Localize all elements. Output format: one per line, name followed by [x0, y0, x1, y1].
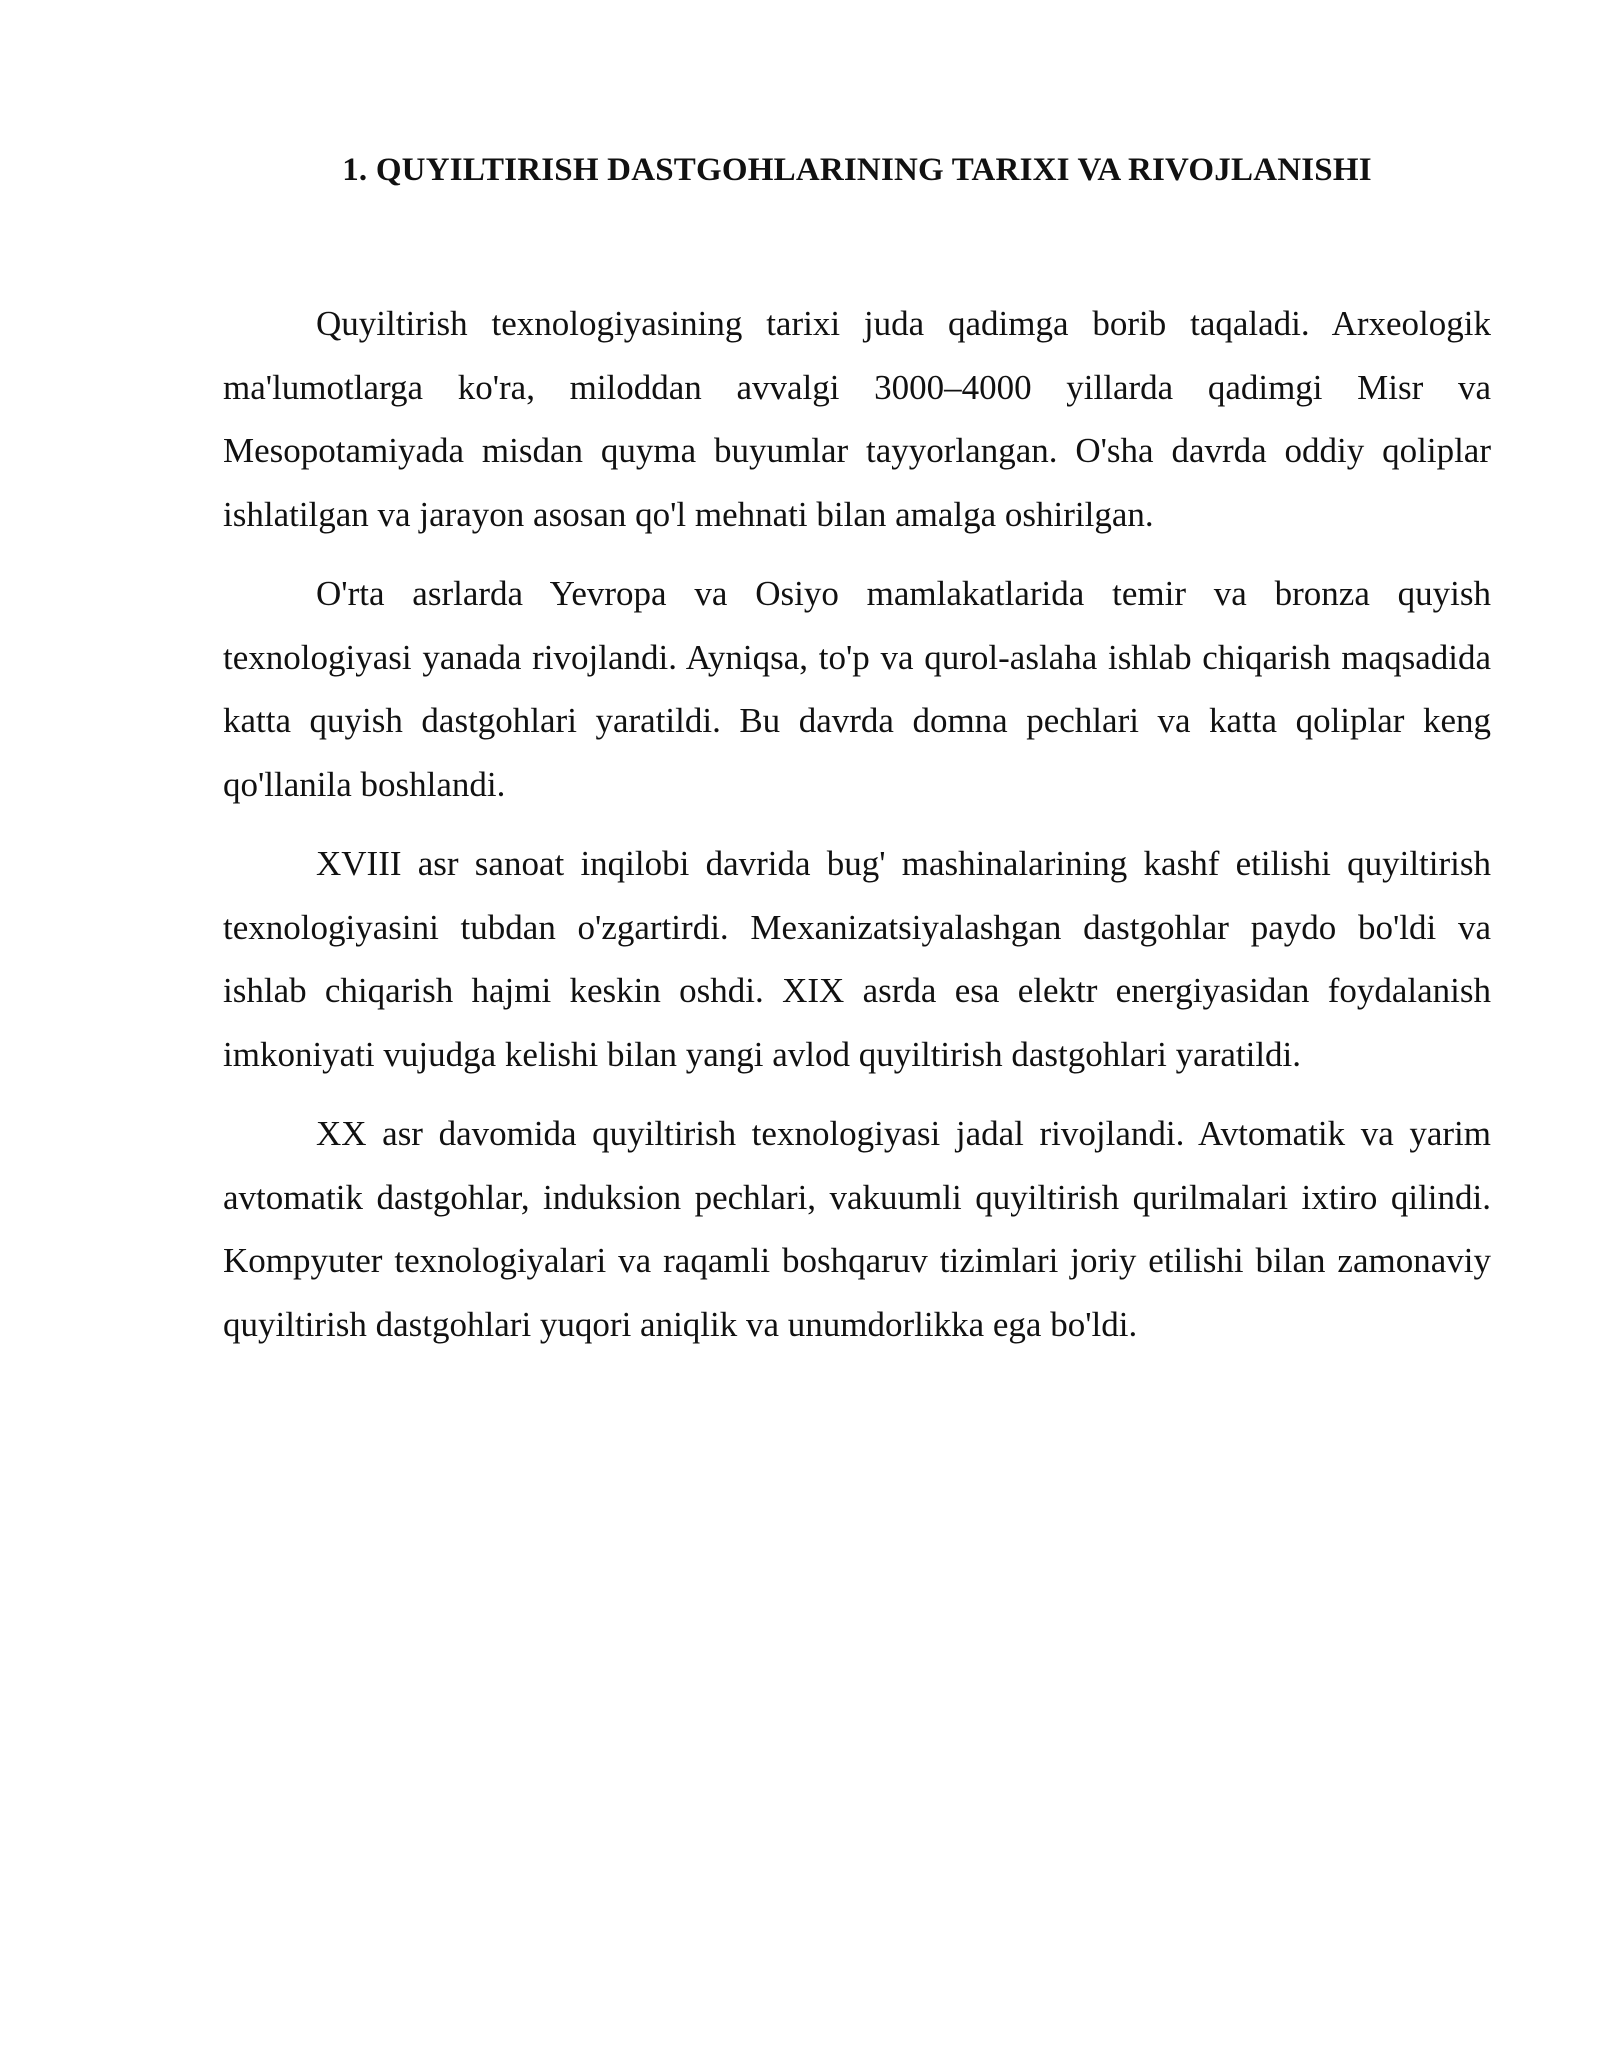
page-title: 1. QUYILTIRISH DASTGOHLARINING TARIXI VA RIVOJLANISHI: [342, 152, 1372, 188]
paragraph-ancient-history: Quyiltirish texnologiyasining tarixi juda qadimga borib taqaladi. Arxeologik ma'lumotlarga ko'ra, miloddan avvalgi 3000–4000 yillarda qadimgi Misr va Mesopotamiyada misdan quyma buyumlar tayyorlangan. O'sha davrda oddiy qoliplar ishlatilgan va jarayon asosan qo'l mehnati bilan amalga oshirilgan.: [223, 304, 1491, 534]
paragraph-industrial-revolution: XVIII asr sanoat inqilobi davrida bug' mashinalarining kashf etilishi quyiltirish texnologiyasini tubdan o'zgartirdi. Mexanizatsiyalashgan dastgohlar paydo bo'ldi va ishlab chiqarish hajmi keskin oshdi. XIX asrda esa elektr energiyasidan foydalanish imkoniyati vujudga kelishi bilan yangi avlod quyiltirish dastgohlari yaratildi.: [223, 844, 1491, 1074]
document-body: [223, 148, 1491, 1372]
paragraph-twentieth-century: XX asr davomida quyiltirish texnologiyasi jadal rivojlandi. Avtomatik va yarim avtomatik dastgohlar, induksion pechlari, vakuumli quyiltirish qurilmalari ixtiro qilindi. Kompyuter texnologiyalari va raqamli boshqaruv tizimlari joriy etilishi bilan zamonaviy quyiltirish dastgohlari yuqori aniqlik va unumdorlikka ega bo'ldi.: [223, 1114, 1491, 1344]
paragraph-middle-ages: O'rta asrlarda Yevropa va Osiyo mamlakatlarida temir va bronza quyish texnologiyasi yanada rivojlandi. Ayniqsa, to'p va qurol-aslaha ishlab chiqarish maqsadida katta quyish dastgohlari yaratildi. Bu davrda domna pechlari va katta qoliplar keng qo'llanila boshlandi.: [223, 574, 1491, 804]
